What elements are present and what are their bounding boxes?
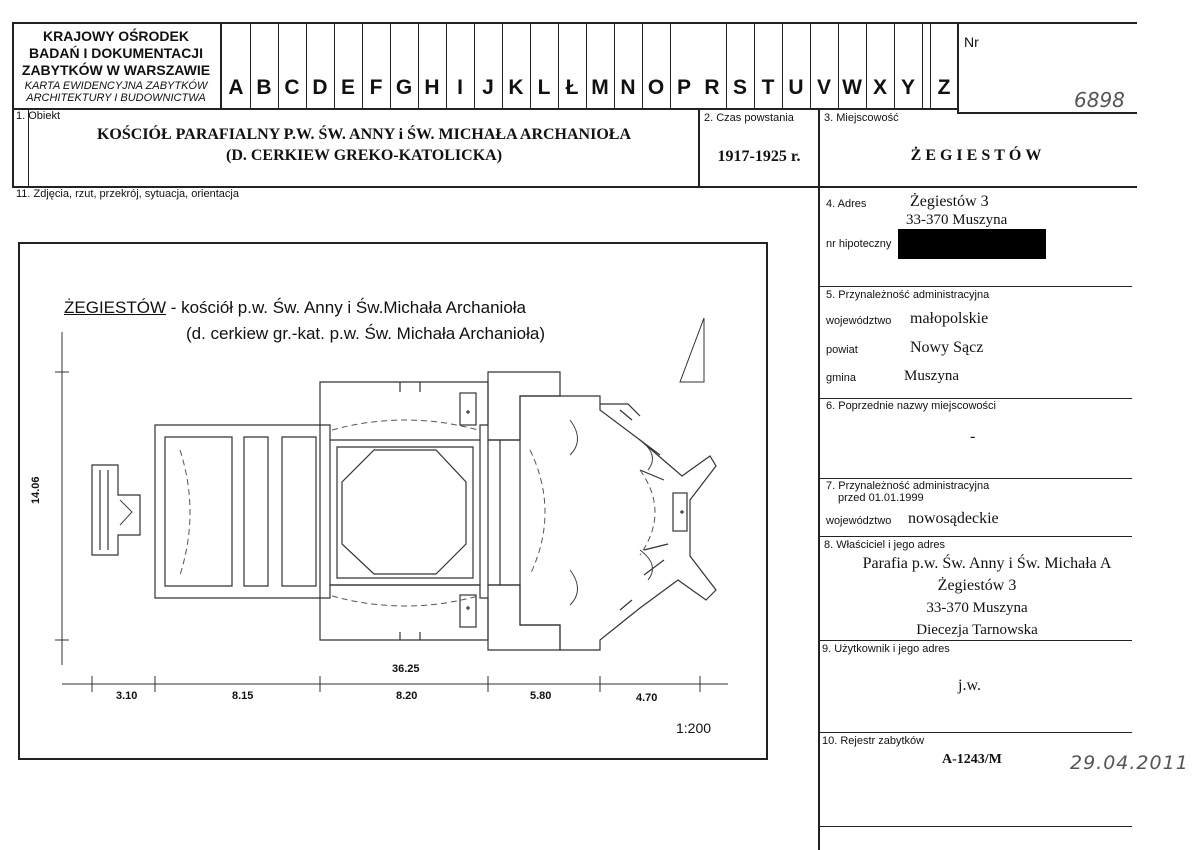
poprzednie-label: 6. Poprzednie nazwy miejscowości: [826, 400, 996, 412]
rejestr-handwritten-date: 29.04.2011: [1070, 752, 1189, 774]
segment-dim-4: 5.80: [530, 690, 552, 702]
nr-label: Nr: [964, 34, 979, 50]
adres-line1: Żegiestów 3: [910, 193, 989, 210]
rejestr-value: A-1243/M: [942, 752, 1002, 767]
plan-scale: 1:200: [676, 720, 712, 736]
rejestr-label: 10. Rejestr zabytków: [822, 735, 925, 747]
letter-index-12: Ł: [565, 76, 579, 99]
segment-dim-3: 8.20: [396, 690, 418, 702]
wlasciciel-line2: Żegiestów 3: [937, 577, 1017, 594]
obiekt-label: 1. Obiekt: [16, 110, 61, 122]
admin-gmina-label: gmina: [826, 372, 856, 384]
org-line1: KRAJOWY OŚRODEK: [43, 28, 189, 44]
obiekt-line1: KOŚCIÓŁ PARAFIALNY P.W. ŚW. ANNY i ŚW. MICHAŁA ARCHANIOŁA: [96, 126, 632, 143]
letter-index-15: O: [647, 76, 665, 99]
letter-index-24: Y: [900, 76, 915, 99]
nr-box-bottom-line: [957, 112, 1137, 114]
width-dimension: 14.06: [30, 476, 42, 504]
plan-title-rest: - kościół p.w. Św. Anny i Św.Michała Archanioła: [166, 298, 527, 317]
letter-index-11: L: [537, 76, 551, 99]
letter-index-8: I: [457, 76, 463, 99]
org-line3: ZABYTKÓW W WARSZAWIE: [21, 62, 211, 78]
letter-index-19: T: [761, 76, 775, 99]
poprzednie-value: -: [970, 428, 976, 445]
sep-4-5: [818, 286, 1132, 287]
nr-left-line: [957, 22, 959, 114]
segment-dim-5: 4.70: [636, 692, 658, 704]
plan-subtitle: (d. cerkiew gr.-kat. p.w. Św. Michała Archanioła): [186, 324, 546, 343]
adres-label: 4. Adres: [826, 198, 867, 210]
admin-old-label2: przed 01.01.1999: [838, 492, 924, 504]
hipoteczny-label: nr hipoteczny: [826, 238, 892, 250]
letter-index-16: P: [676, 76, 691, 99]
wlasciciel-address: [820, 553, 1134, 641]
admin-gmina-value: Muszyna: [904, 368, 959, 384]
total-length-dimension: 36.25: [392, 663, 420, 675]
letter-sep: [922, 22, 923, 110]
miejscowosc-label: 3. Miejscowość: [824, 112, 899, 124]
wlasciciel-label: 8. Właściciel i jego adres: [824, 539, 946, 551]
uzytkownik-label: 9. Użytkownik i jego adres: [822, 643, 950, 655]
letter-index-2: C: [284, 76, 300, 99]
admin-woj-label: województwo: [826, 315, 892, 327]
segment-dim-1: 3.10: [116, 690, 138, 702]
letter-index-4: E: [340, 76, 355, 99]
uzytkownik-value: j.w.: [958, 677, 981, 694]
czas-label: 2. Czas powstania: [704, 112, 794, 124]
letter-index-13: M: [591, 76, 609, 99]
letter-index-22: W: [842, 76, 862, 99]
letter-index-1: B: [256, 76, 272, 99]
letter-index-20: U: [788, 76, 804, 99]
letter-index-7: H: [424, 76, 440, 99]
wlasciciel-line4: Diecezja Tarnowska: [916, 622, 1038, 638]
letter-index-0: A: [228, 76, 244, 99]
admin-old-label1: 7. Przynależność administracyjna: [826, 480, 990, 492]
letter-index-10: K: [508, 76, 524, 99]
sep-6-7: [818, 478, 1132, 479]
admin-old-woj-value: nowosądeckie: [908, 510, 999, 527]
wlasciciel-line3: 33-370 Muszyna: [926, 600, 1028, 616]
nr-handwritten-value: 6898: [1074, 88, 1125, 112]
letter-index-6: G: [395, 76, 413, 99]
plan-title-place: ŻEGIESTÓW: [64, 298, 166, 317]
letter-index-25: Z: [937, 76, 951, 99]
adres-line2: 33-370 Muszyna: [906, 212, 1008, 228]
sep-5-6: [818, 398, 1132, 399]
czas-value: 1917-1925 r.: [717, 148, 801, 165]
admin-label: 5. Przynależność administracyjna: [826, 289, 990, 301]
letter-index-18: S: [732, 76, 747, 99]
admin-powiat-label: powiat: [826, 344, 858, 356]
obiekt-line2: (D. CERKIEW GREKO-KATOLICKA): [225, 147, 503, 164]
letter-index-5: F: [369, 76, 383, 99]
org-line2: BADAŃ I DOKUMENTACJI: [29, 45, 203, 61]
letter-index-17: R: [704, 76, 720, 99]
karta-line1: KARTA EWIDENCYJNA ZABYTKÓW: [24, 80, 208, 92]
letter-index-14: N: [620, 76, 636, 99]
segment-dim-2: 8.15: [232, 690, 254, 702]
zdjecia-label: 11. Zdjęcia, rzut, przekrój, sytuacja, orientacja: [16, 188, 239, 200]
sep-9-10: [818, 732, 1132, 733]
letter-index-21: V: [816, 76, 831, 99]
admin-old-woj-label: województwo: [826, 515, 892, 527]
letter-index-9: J: [482, 76, 494, 99]
redacted-hipoteczny: [898, 229, 1046, 259]
admin-woj-value: małopolskie: [910, 310, 989, 327]
sep-7-8: [818, 536, 1132, 537]
sep-10-end: [818, 826, 1132, 827]
karta-line2: ARCHITEKTURY I BUDOWNICTWA: [26, 92, 206, 104]
wlasciciel-line1: Parafia p.w. Św. Anny i Św. Michała A: [862, 555, 1112, 572]
miejscowosc-value: ŻEGIESTÓW: [910, 147, 1046, 164]
letter-index-3: D: [312, 76, 328, 99]
admin-powiat-value: Nowy Sącz: [910, 339, 984, 356]
letter-index-23: X: [872, 76, 887, 99]
